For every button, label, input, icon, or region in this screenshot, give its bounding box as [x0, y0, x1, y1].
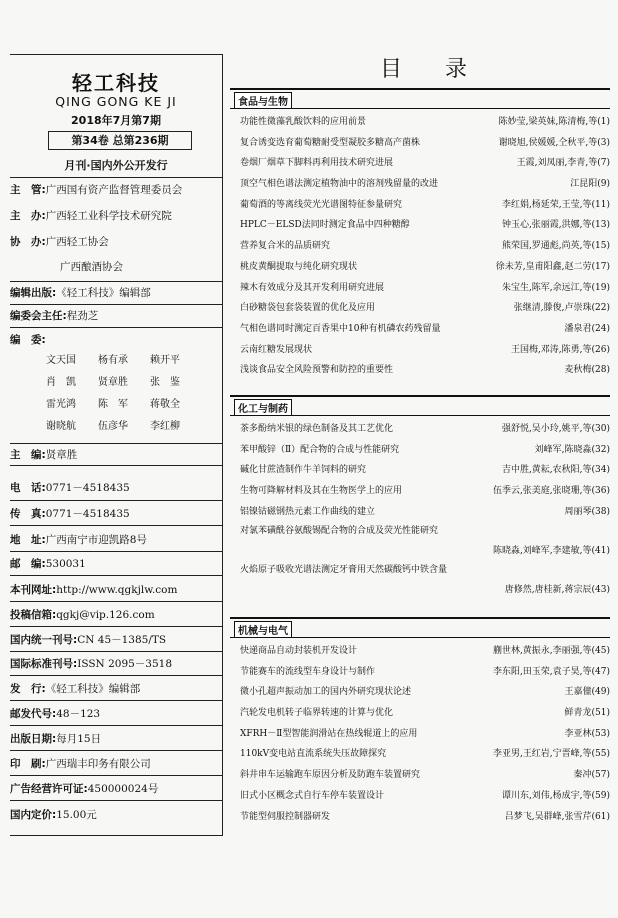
toc-entry[interactable] — [230, 416, 610, 437]
entry-title: 汽轮发电机转子临界转速的计算与优化 — [240, 708, 394, 719]
cn-line: 国内统一刊号:CN 45－1385/TS — [10, 634, 167, 646]
chief-editor-line: 主 编:贤章胜 — [10, 449, 78, 461]
editors-row — [46, 350, 216, 372]
entry-title: 云南红糖发展现状 — [240, 344, 313, 355]
issn-line: 国际标准刊号:ISSN 2095－3518 — [10, 658, 173, 670]
toc-entry[interactable] — [230, 804, 610, 825]
co-organizer-line-2: 广西酿酒协会 — [60, 261, 123, 273]
entry-title: 白砂糖袋包套袋装置的优化及应用 — [240, 303, 376, 314]
price-line: 国内定价:15.00元 — [10, 809, 97, 821]
divider — [10, 525, 222, 526]
entry-authors: 麦秋梅(28) — [564, 365, 610, 376]
entry-title: 桃皮黄酮提取与纯化研究现状 — [240, 261, 358, 272]
editor-name: 伍彦华 — [98, 421, 128, 432]
divider — [10, 651, 222, 652]
entry-authors: 刘峰军,陈晓淼(32) — [534, 444, 610, 455]
issue-date: 2018年7月第7期 — [71, 114, 161, 127]
entry-title: 火焰原子吸收光谱法测定牙膏用天然碳酸钙中铁含量 — [240, 565, 448, 576]
entry-title: 铝镍钴磁钢热元素工作曲线的建立 — [240, 506, 376, 517]
toc-entry[interactable] — [230, 478, 610, 499]
editors-grid — [46, 350, 216, 438]
section-label: 食品与生物 — [234, 92, 292, 109]
publisher-line: 编辑出版:《轻工科技》编辑部 — [10, 287, 151, 299]
entry-authors: 王霞,刘凤丽,李青,等(7) — [516, 158, 610, 169]
masthead-panel — [10, 54, 223, 836]
divider — [10, 177, 222, 178]
entry-authors: 熊荣国,罗通彪,尚英,等(15) — [501, 241, 610, 252]
fax-line: 传 真:0771－4518435 — [10, 508, 130, 520]
toc-entry[interactable] — [230, 679, 610, 700]
divider — [10, 725, 222, 726]
editors-label: 编 委: — [10, 334, 46, 346]
entry-authors: 李亚男,王红岩,宁晋峰,等(55) — [492, 749, 610, 760]
toc-entry[interactable] — [230, 212, 610, 233]
toc-entry[interactable] — [230, 659, 610, 680]
entry-title: 节能型伺服控制器研发 — [240, 811, 331, 822]
entry-authors: 伍季云,张美庭,张晓珊,等(36) — [492, 486, 610, 497]
divider — [10, 800, 222, 801]
entry-authors: 钟玉心,张丽霞,洪娜,等(13) — [501, 220, 610, 231]
entry-title: 辣木有效成分及其开发利用研究进展 — [240, 282, 385, 293]
journal-pinyin: QING GONG KE JI — [55, 94, 177, 109]
toc-entry[interactable] — [230, 233, 610, 254]
entry-title: 顶空气相色谱法测定植物油中的溶剂残留量的改进 — [240, 179, 439, 190]
entry-authors: 吕梦飞,吴群峰,张雪芹(61) — [504, 811, 610, 822]
divider — [10, 750, 222, 751]
divider — [10, 626, 222, 627]
divider — [10, 281, 222, 282]
entry-authors: 周丽琴(38) — [564, 506, 610, 517]
entry-title: 旧式小区概念式自行车停车装置设计 — [240, 790, 385, 801]
postcode-line: 邮 编:530031 — [10, 558, 86, 570]
website-line: 本刊网址:http://www.qgkjlw.com — [10, 584, 178, 596]
section-header — [230, 88, 610, 109]
editor-name: 文天国 — [46, 355, 76, 366]
toc-entry[interactable] — [230, 109, 610, 130]
entry-authors: 潘泉君(24) — [564, 323, 610, 334]
pub-date-line: 出版日期:每月15日 — [10, 733, 102, 745]
entry-title: 节能赛车的流线型车身设计与制作 — [240, 666, 376, 677]
divider — [10, 465, 222, 466]
entry-authors: 王国梅,邓涛,陈勇,等(26) — [510, 344, 610, 355]
printer-line: 印 刷:广西瑞丰印务有限公司 — [10, 758, 151, 770]
divider — [10, 601, 222, 602]
toc-entry[interactable] — [230, 457, 610, 478]
entry-authors: 谭川东,刘伟,杨成宇,等(59) — [501, 790, 610, 801]
divider — [10, 304, 222, 305]
entry-authors: 江昆阳(9) — [570, 179, 610, 190]
toc-entry[interactable] — [230, 130, 610, 151]
entry-title: 茶多酚纳米银的绿色制备及其工艺优化 — [240, 424, 394, 434]
entry-title: 碱化甘蔗渣制作牛羊饲料的研究 — [240, 465, 367, 476]
entry-title: 气相色谱同时测定百香果中10种有机磷农药残留量 — [240, 323, 441, 334]
divider — [10, 500, 222, 501]
section-header — [230, 617, 610, 638]
toc-entry[interactable] — [230, 254, 610, 275]
entry-title: 功能性微藻乳酸饮料的应用前景 — [240, 117, 367, 127]
editor-name: 赖开平 — [150, 355, 180, 366]
toc-entry[interactable] — [230, 762, 610, 783]
editor-name: 蒋敬全 — [150, 399, 180, 410]
toc-entry[interactable] — [230, 721, 610, 742]
editor-name: 李红柳 — [150, 421, 180, 432]
divider — [10, 700, 222, 701]
editor-name: 杨有承 — [98, 355, 128, 366]
editor-name: 谢晓航 — [46, 421, 76, 432]
entry-title: 生物可降解材料及其在生物医学上的应用 — [240, 486, 403, 497]
editor-name: 贤章胜 — [98, 377, 128, 388]
entry-title: 快递商品自动封装机开发设计 — [240, 646, 358, 656]
publication-frequency: 月刊·国内外公开发行 — [64, 159, 168, 172]
entry-authors: 王嘉僮(49) — [564, 687, 610, 698]
section-label: 化工与制药 — [234, 399, 292, 416]
section-mech-electrical — [230, 617, 610, 824]
section-chemical-pharma — [230, 395, 610, 597]
editors-row — [46, 372, 216, 394]
editor-name: 陈 军 — [98, 399, 128, 410]
toc-entry[interactable] — [230, 741, 610, 762]
entry-title: 葡萄酒的等离线荧光光谱图特征参量研究 — [240, 199, 403, 210]
editor-name: 张 鉴 — [150, 377, 180, 388]
entry-authors: 朱宝生,陈军,余远江,等(19) — [501, 282, 610, 293]
section-food-biology — [230, 88, 610, 378]
sponsor-line: 主 办:广西轻工业科学技术研究院 — [10, 210, 172, 222]
entry-title: 对氯苯磺酰谷氨酸锡配合物的合成及荧光性能研究 — [240, 526, 439, 537]
toc-entry[interactable] — [230, 519, 610, 558]
toc-entry[interactable] — [230, 437, 610, 458]
distribution-line: 发 行:《轻工科技》编辑部 — [10, 683, 141, 695]
entry-authors: 徐未芳,皇甫阳鑫,赵二劳(17) — [495, 261, 610, 272]
volume-box: 第34卷 总第236期 — [48, 131, 192, 150]
entry-authors: 李红娟,杨延荣,王莹,等(11) — [501, 199, 610, 210]
entry-authors: 蒯世林,黄振永,李丽强,等(45) — [492, 646, 610, 656]
editors-row — [46, 416, 216, 438]
entry-title: HPLC－ELSD法同时测定食品中四种糖醇 — [240, 220, 410, 231]
entry-authors: 吉中胜,黄耘,农秋阳,等(34) — [501, 465, 610, 476]
entry-authors: 秦冲(57) — [573, 770, 610, 781]
divider — [10, 775, 222, 776]
toc-entry[interactable] — [230, 150, 610, 171]
committee-director-line: 编委会主任:程劲芝 — [10, 310, 99, 322]
post-code-line: 邮发代号:48－123 — [10, 708, 101, 720]
toc-entry[interactable] — [230, 700, 610, 721]
entry-title: XFRH－Ⅱ型智能润滑站在热线辊道上的应用 — [240, 728, 418, 739]
entry-title: 苯甲酸锌（Ⅱ）配合物的合成与性能研究 — [240, 444, 400, 455]
toc-entry[interactable] — [230, 275, 610, 296]
section-label: 机械与电气 — [234, 621, 292, 638]
toc-entry[interactable] — [230, 638, 610, 659]
entry-authors: 强舒悦,吴小玲,姚平,等(30) — [501, 424, 610, 434]
toc-entry[interactable] — [230, 558, 610, 597]
phone-line: 电 话:0771－4518435 — [10, 482, 130, 494]
editor-name: 雷光鸿 — [46, 399, 76, 410]
divider — [10, 551, 222, 552]
entry-title: 110kV变电站直流系统失压故障探究 — [240, 749, 387, 760]
toc-entry[interactable] — [230, 295, 610, 316]
email-line: 投稿信箱:qgkj@vip.126.com — [10, 609, 155, 621]
journal-title: 轻工科技 — [72, 71, 160, 95]
divider — [10, 575, 222, 576]
toc-entry[interactable] — [230, 357, 610, 378]
toc-entry[interactable] — [230, 192, 610, 213]
supervisor-line: 主 管:广西国有资产监督管理委员会 — [10, 184, 183, 196]
entry-authors: 张继清,滕俊,卢崇珠(22) — [513, 303, 610, 314]
toc-entry[interactable] — [230, 316, 610, 337]
editors-row — [46, 394, 216, 416]
address-line: 地 址:广西南宁市迎凯路8号 — [10, 534, 147, 546]
divider — [10, 675, 222, 676]
entry-authors: 李亚林(53) — [564, 728, 610, 739]
toc-title: 目 录 — [380, 57, 485, 82]
entry-title: 卷烟厂烟草下脚料再利用技术研究进展 — [240, 158, 394, 169]
entry-title: 斜井串车运输跑车原因分析及防跑车装置研究 — [240, 770, 421, 781]
divider — [10, 443, 222, 444]
entry-authors: 鲜青龙(51) — [564, 708, 610, 719]
co-organizer-line: 协 办:广西轻工协会 — [10, 236, 109, 248]
entry-authors: 陈晓淼,刘峰军,李建敏,等(41) — [492, 546, 610, 557]
toc-entry[interactable] — [230, 499, 610, 520]
toc-entry[interactable] — [230, 337, 610, 358]
editor-name: 肖 凯 — [46, 377, 76, 388]
toc-entry[interactable] — [230, 783, 610, 804]
entry-authors: 李东阳,田玉荣,袁子昊,等(47) — [492, 666, 610, 677]
entry-title: 浅谈食品安全风险预警和防控的重要性 — [240, 365, 394, 376]
entry-authors: 谢晓旭,侯媛媛,仝秋平,等(3) — [498, 137, 610, 148]
divider — [10, 327, 222, 328]
toc-entry[interactable] — [230, 171, 610, 192]
entry-title: 复合诱变选育葡萄糖耐受型凝胶多糖高产菌株 — [240, 137, 421, 148]
entry-title: 营养复合米的品质研究 — [240, 241, 331, 252]
entry-title: 微小孔超声振动加工的国内外研究现状论述 — [240, 687, 412, 698]
ad-license-line: 广告经营许可证:450000024号 — [10, 783, 159, 795]
entry-authors: 唐修然,唐桂新,蒋宗辰(43) — [504, 585, 610, 596]
section-header — [230, 395, 610, 416]
entry-authors: 陈妙莹,梁英妹,陈清梅,等(1) — [498, 117, 610, 127]
